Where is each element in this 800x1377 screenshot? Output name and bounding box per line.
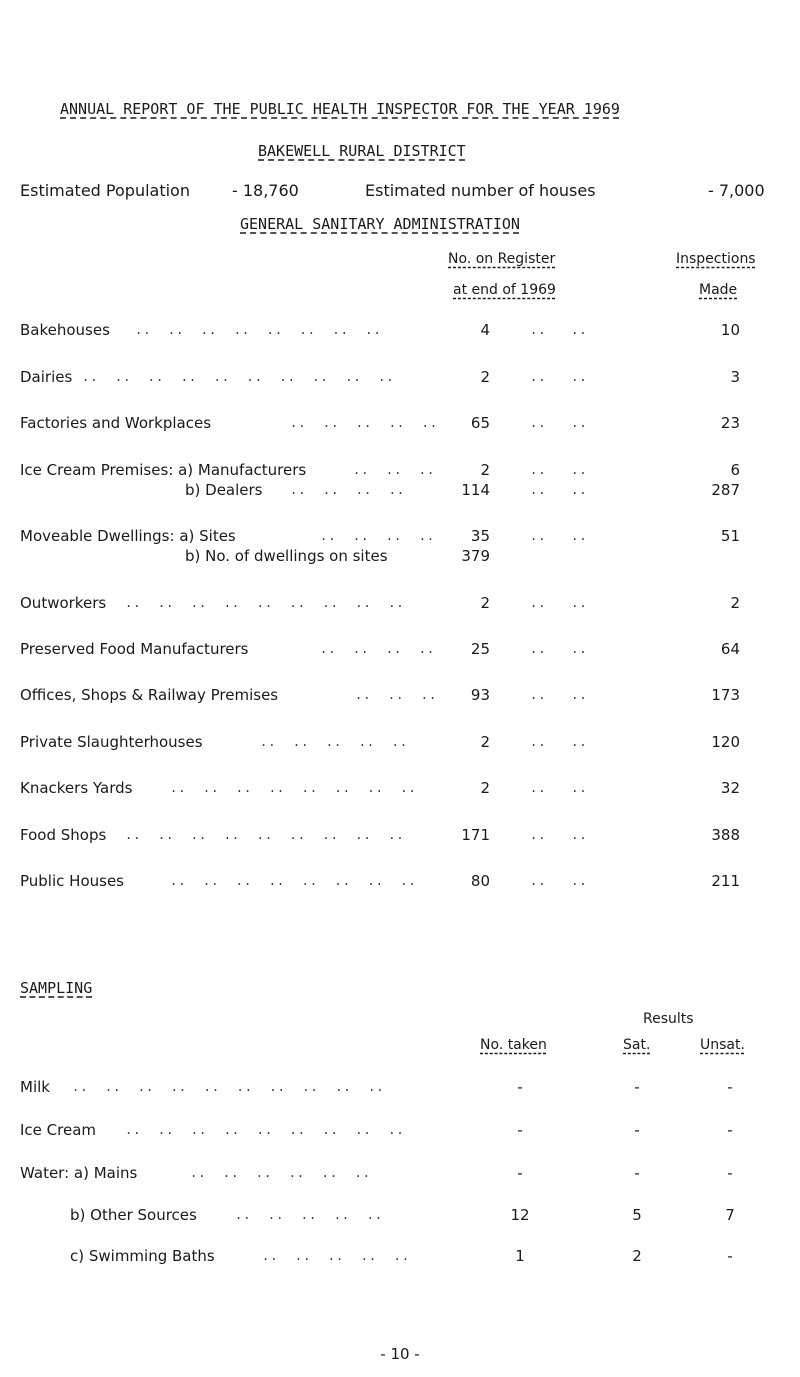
page-number: - 10 -	[380, 1345, 420, 1363]
row-label: Factories and Workplaces	[20, 414, 212, 432]
leader-dots: .. ..	[530, 874, 588, 888]
row-label: Private Slaughterhouses	[20, 733, 203, 751]
col-inspections-line1: Inspections	[676, 251, 756, 267]
register-value: 65	[470, 414, 490, 432]
sample-taken: 12	[510, 1206, 530, 1224]
register-value: 93	[470, 686, 490, 704]
leader-dots: .. ..	[530, 642, 588, 656]
inspections-value: 287	[711, 481, 740, 499]
leader-dots: .. ..	[530, 781, 588, 795]
register-value: 2	[480, 594, 490, 612]
inspections-value: 6	[730, 461, 740, 479]
population-value: - 18,760	[232, 181, 299, 200]
leader-dots: .. .. .. .. ..	[290, 416, 439, 430]
inspections-value: 64	[720, 640, 740, 658]
inspections-value: 2	[730, 594, 740, 612]
leader-dots: .. .. .. .. .. ..	[190, 1166, 371, 1180]
row-label: Outworkers	[20, 594, 107, 612]
sample-sat: -	[634, 1121, 640, 1139]
sample-sat: 2	[632, 1247, 642, 1265]
leader-dots: .. .. .. .. ..	[262, 1249, 411, 1263]
leader-dots: .. .. .. ..	[290, 483, 406, 497]
sample-sat: -	[634, 1164, 640, 1182]
register-value: 4	[480, 321, 490, 339]
row-label: Bakehouses	[20, 321, 110, 339]
leader-dots: .. .. .. .. ..	[235, 1208, 384, 1222]
leader-dots: .. .. .. ..	[320, 529, 436, 543]
row-label: Moveable Dwellings: a) Sites	[20, 527, 236, 545]
section-title: GENERAL SANITARY ADMINISTRATION	[240, 215, 520, 233]
col-no-taken: No. taken	[480, 1037, 547, 1053]
sample-sat: 5	[632, 1206, 642, 1224]
leader-dots: .. .. .. .. .. .. .. ..	[135, 323, 382, 337]
col-unsat: Unsat.	[700, 1037, 745, 1053]
leader-dots: .. .. .. .. .. .. .. .. ..	[125, 828, 405, 842]
row-label: b) No. of dwellings on sites	[185, 547, 388, 565]
register-value: 379	[461, 547, 490, 565]
sample-taken: -	[517, 1078, 523, 1096]
register-value: 114	[461, 481, 490, 499]
register-value: 80	[470, 872, 490, 890]
houses-value: - 7,000	[708, 181, 765, 200]
inspections-value: 173	[711, 686, 740, 704]
leader-dots: .. .. .. .. .. .. .. .. ..	[125, 1123, 405, 1137]
sample-unsat: -	[727, 1247, 733, 1265]
sample-unsat: -	[727, 1164, 733, 1182]
leader-dots: .. ..	[530, 483, 588, 497]
leader-dots: .. .. ..	[355, 688, 438, 702]
leader-dots: .. ..	[530, 688, 588, 702]
leader-dots: .. ..	[530, 323, 588, 337]
leader-dots: .. .. .. ..	[320, 642, 436, 656]
register-value: 171	[461, 826, 490, 844]
leader-dots: .. .. .. .. .. .. .. .. ..	[125, 596, 405, 610]
row-label: b) Dealers	[185, 481, 263, 499]
register-value: 25	[470, 640, 490, 658]
sample-unsat: -	[727, 1078, 733, 1096]
houses-label: Estimated number of houses	[365, 181, 596, 200]
row-label: Offices, Shops & Railway Premises	[20, 686, 279, 704]
leader-dots: .. .. ..	[353, 463, 436, 477]
sample-sat: -	[634, 1078, 640, 1096]
inspections-value: 120	[711, 733, 740, 751]
leader-dots: .. .. .. .. .. .. .. .. .. ..	[72, 1080, 385, 1094]
leader-dots: .. ..	[530, 416, 588, 430]
sampling-title: SAMPLING	[20, 979, 93, 997]
population-label: Estimated Population	[20, 181, 190, 200]
leader-dots: .. ..	[530, 463, 588, 477]
inspections-value: 51	[720, 527, 740, 545]
leader-dots: .. ..	[530, 529, 588, 543]
sample-taken: 1	[515, 1247, 525, 1265]
leader-dots: .. .. .. .. ..	[260, 735, 409, 749]
leader-dots: .. ..	[530, 735, 588, 749]
row-label: Knackers Yards	[20, 779, 133, 797]
register-value: 35	[470, 527, 490, 545]
leader-dots: .. .. .. .. .. .. .. ..	[170, 874, 417, 888]
inspections-value: 23	[720, 414, 740, 432]
leader-dots: .. ..	[530, 370, 588, 384]
sample-label: c) Swimming Baths	[70, 1247, 215, 1265]
report-title: ANNUAL REPORT OF THE PUBLIC HEALTH INSPECTOR FOR THE YEAR 1969	[60, 100, 620, 118]
leader-dots: .. .. .. .. .. .. .. ..	[170, 781, 417, 795]
inspections-value: 32	[720, 779, 740, 797]
leader-dots: .. .. .. .. .. .. .. .. .. ..	[82, 370, 395, 384]
register-value: 2	[480, 368, 490, 386]
sample-label: b) Other Sources	[70, 1206, 197, 1224]
row-label: Food Shops	[20, 826, 107, 844]
district-title: BAKEWELL RURAL DISTRICT	[258, 142, 466, 160]
col-sat: Sat.	[623, 1037, 651, 1053]
col-register-line1: No. on Register	[448, 251, 556, 267]
inspections-value: 211	[711, 872, 740, 890]
sample-label: Milk	[20, 1078, 50, 1096]
sample-unsat: 7	[725, 1206, 735, 1224]
register-value: 2	[480, 733, 490, 751]
sample-label: Ice Cream	[20, 1121, 97, 1139]
register-value: 2	[480, 779, 490, 797]
inspections-value: 3	[730, 368, 740, 386]
col-inspections-line2: Made	[699, 282, 738, 298]
results-label: Results	[643, 1011, 694, 1027]
row-label: Dairies	[20, 368, 73, 386]
leader-dots: .. ..	[530, 596, 588, 610]
row-label: Ice Cream Premises: a) Manufacturers	[20, 461, 307, 479]
leader-dots: .. ..	[530, 828, 588, 842]
inspections-value: 10	[720, 321, 740, 339]
inspections-value: 388	[711, 826, 740, 844]
sample-taken: -	[517, 1164, 523, 1182]
sample-unsat: -	[727, 1121, 733, 1139]
sample-label: Water: a) Mains	[20, 1164, 138, 1182]
sample-taken: -	[517, 1121, 523, 1139]
row-label: Public Houses	[20, 872, 124, 890]
row-label: Preserved Food Manufacturers	[20, 640, 249, 658]
col-register-line2: at end of 1969	[453, 282, 556, 298]
register-value: 2	[480, 461, 490, 479]
